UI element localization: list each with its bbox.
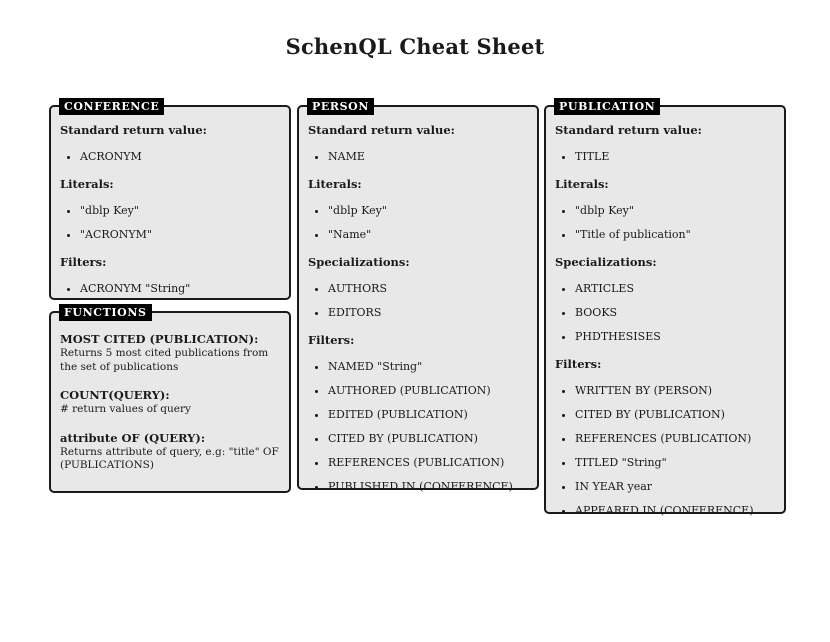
function-name: COUNT(QUERY): (60, 388, 170, 402)
list-item: • CITED BY (PUBLICATION) (328, 432, 528, 446)
list-item: • ACRONYM "String" (80, 282, 280, 296)
section-head: Filters: (60, 255, 107, 269)
list-item: • REFERENCES (PUBLICATION) (575, 432, 775, 446)
section-head: Filters: (308, 333, 355, 347)
list (60, 150, 280, 164)
section-head: Standard return value: (308, 123, 455, 137)
list (60, 204, 280, 242)
list-item: • TITLED "String" (575, 456, 775, 470)
list (308, 282, 528, 320)
list-item: • TITLE (575, 150, 775, 164)
list-item: • NAMED "String" (328, 360, 528, 374)
person-box (297, 100, 539, 493)
list (308, 360, 528, 494)
functions-box (49, 306, 291, 493)
person-label: PERSON (307, 98, 374, 115)
section-head: Specializations: (555, 255, 657, 269)
list (308, 150, 528, 164)
section-head: Filters: (555, 357, 602, 371)
list (555, 282, 775, 344)
list-item: • PHDTHESISES (575, 330, 775, 344)
function-desc: Returns attribute of query, e.g: "title" OF (PUBLICATIONS) (60, 445, 279, 471)
list-item: • APPEARED IN (CONFERENCE) (575, 504, 775, 518)
page-title: SchenQL Cheat Sheet (285, 34, 545, 59)
function-desc: # return values of query (60, 403, 191, 415)
section-head: Specializations: (308, 255, 410, 269)
list-item: • EDITED (PUBLICATION) (328, 408, 528, 422)
section-head: Literals: (60, 177, 114, 191)
list (555, 384, 775, 518)
list (60, 282, 280, 296)
list (308, 204, 528, 242)
list-item: • "dblp Key" (80, 204, 280, 218)
list-item: • WRITTEN BY (PERSON) (575, 384, 775, 398)
list (555, 150, 775, 164)
list-item: • NAME (328, 150, 528, 164)
section-head: Literals: (555, 177, 609, 191)
list-item: • AUTHORED (PUBLICATION) (328, 384, 528, 398)
publication-label: PUBLICATION (554, 98, 660, 115)
list-item: • "Name" (328, 228, 528, 242)
section-head: Standard return value: (555, 123, 702, 137)
function-item (60, 431, 280, 473)
list-item: • "ACRONYM" (80, 228, 280, 242)
section-head: Literals: (308, 177, 362, 191)
list-item: • EDITORS (328, 306, 528, 320)
list-item: • AUTHORS (328, 282, 528, 296)
list (555, 204, 775, 242)
publication-box (544, 100, 786, 517)
conference-label: CONFERENCE (59, 98, 164, 115)
function-name: attribute OF (QUERY): (60, 430, 206, 445)
list-item: • "Title of publication" (575, 228, 775, 242)
function-item (60, 332, 280, 374)
list-item: • "dblp Key" (328, 204, 528, 218)
functions-label: FUNCTIONS (59, 304, 152, 321)
list-item: • IN YEAR year (575, 480, 775, 494)
list-item: • BOOKS (575, 306, 775, 320)
section-head: Standard return value: (60, 123, 207, 137)
function-item (60, 388, 280, 417)
list-item: • ARTICLES (575, 282, 775, 296)
list-item: • ACRONYM (80, 150, 280, 164)
conference-box (49, 100, 291, 300)
list-item: • PUBLISHED IN (CONFERENCE) (328, 480, 528, 494)
list-item: • REFERENCES (PUBLICATION) (328, 456, 528, 470)
list-item: • "dblp Key" (575, 204, 775, 218)
function-desc: Returns 5 most cited publications from the set of publications (60, 347, 269, 373)
function-name: MOST CITED (PUBLICATION): (60, 332, 259, 346)
list-item: • CITED BY (PUBLICATION) (575, 408, 775, 422)
